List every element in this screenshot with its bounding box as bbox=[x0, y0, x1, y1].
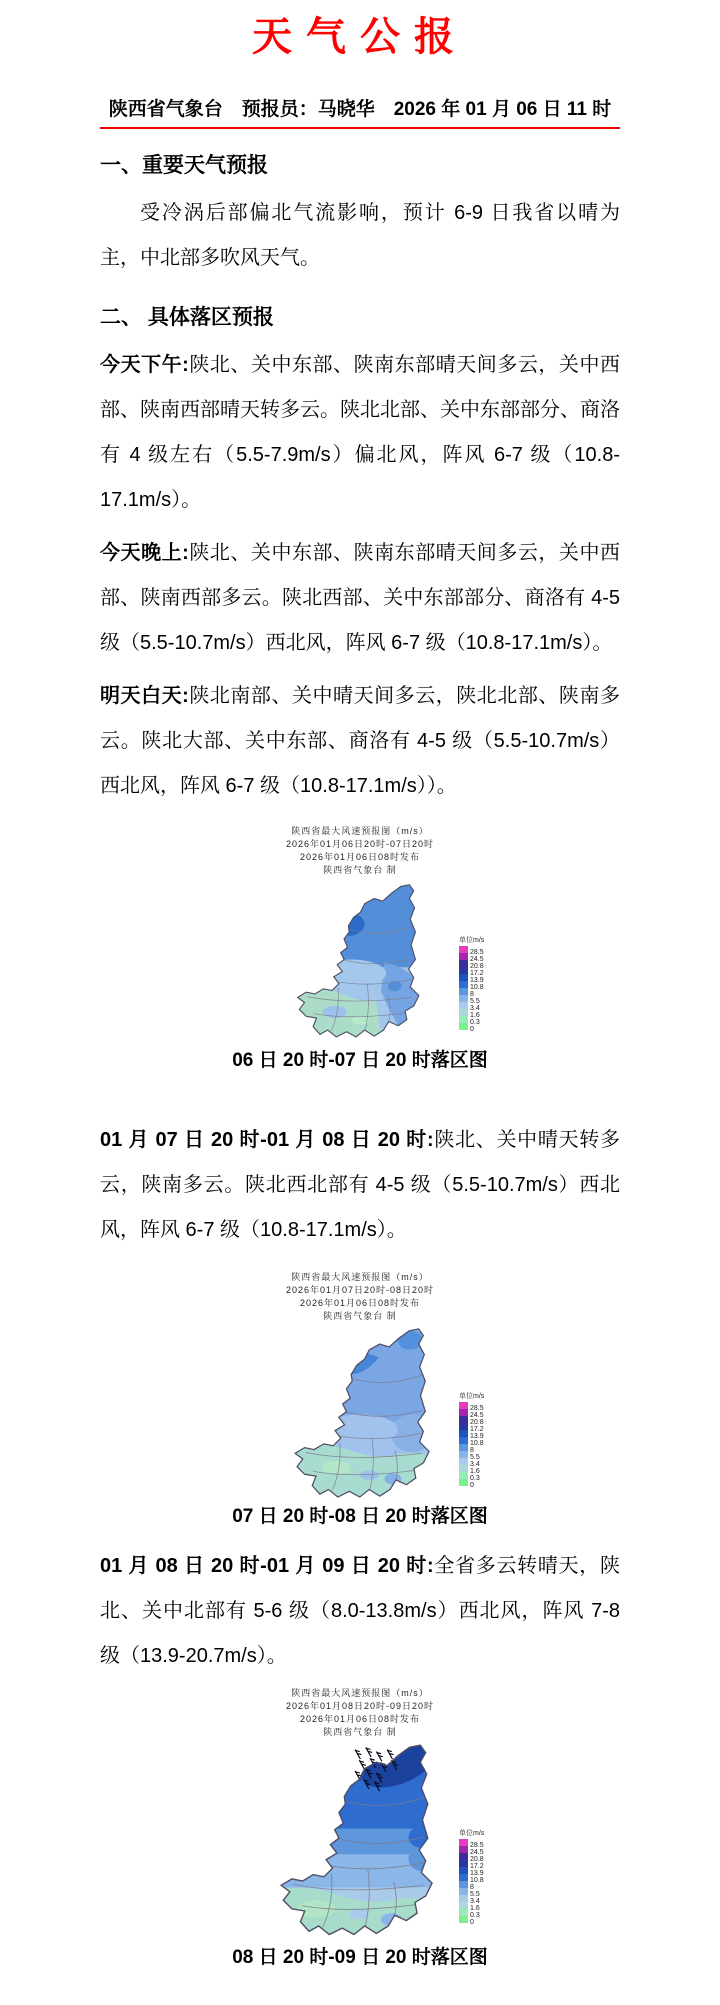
map-caption: 08 日 20 时-09 日 20 时落区图 bbox=[232, 1947, 488, 1968]
map-valid-period: 2026年01月08日20时-09日20时 bbox=[285, 1701, 435, 1711]
legend-title: 单位m/s bbox=[459, 1393, 485, 1400]
legend-label: 28.5 bbox=[470, 1842, 484, 1849]
legend-color-swatch bbox=[459, 1002, 468, 1009]
paragraph-lead: 今天晚上: bbox=[100, 542, 189, 564]
legend-row bbox=[459, 1465, 501, 1475]
legend-label: 13.9 bbox=[470, 1870, 484, 1877]
map-title-block bbox=[100, 1687, 620, 1739]
page-title: 天气公报 bbox=[252, 15, 468, 59]
legend-label: 20.8 bbox=[470, 963, 484, 970]
legend-color-swatch bbox=[459, 1444, 468, 1451]
map-producer: 陕西省气象台 制 bbox=[323, 865, 397, 875]
paragraph-text: 陕北、关中东部、陕南东部晴天间多云，关中西部、陕南西部晴天转多云。陕北北部、关中东部部分、商洛有 4 级左右（5.5-7.9m/s）偏北风，阵风 6-7 级（10.8-17.1m/s）。 bbox=[100, 354, 620, 511]
important-forecast-text: 受冷涡后部偏北气流影响，预计 6-9 日我省以晴为主，中北部多吹风天气。 bbox=[100, 202, 620, 269]
legend-label: 0.3 bbox=[470, 1019, 480, 1026]
map-canvas bbox=[195, 1325, 525, 1500]
legend-color-swatch bbox=[459, 1839, 468, 1846]
legend-label: 1.6 bbox=[470, 1012, 480, 1019]
legend-color-swatch bbox=[459, 1458, 468, 1465]
legend-row bbox=[459, 1479, 501, 1489]
legend-label: 8 bbox=[470, 1884, 474, 1891]
map-canvas bbox=[195, 879, 525, 1044]
map-caption: 06 日 20 时-07 日 20 时落区图 bbox=[232, 1050, 488, 1071]
legend-label: 0 bbox=[470, 1482, 474, 1489]
map-title: 陕西省最大风速预报图（m/s） bbox=[291, 1688, 429, 1698]
legend-row bbox=[459, 946, 501, 956]
legend-row bbox=[459, 1909, 501, 1919]
legend-label: 20.8 bbox=[470, 1856, 484, 1863]
wind-speed-legend bbox=[459, 936, 501, 1033]
legend-label: 20.8 bbox=[470, 1419, 484, 1426]
legend-label: 1.6 bbox=[470, 1905, 480, 1912]
legend-color-swatch bbox=[459, 981, 468, 988]
legend-label: 28.5 bbox=[470, 1405, 484, 1412]
legend-color-swatch bbox=[459, 1416, 468, 1423]
legend-label: 0 bbox=[470, 1919, 474, 1926]
legend-label: 24.5 bbox=[470, 956, 484, 963]
paragraph-text: 陕北、关中晴天转多云，陕南多云。陕北西北部有 4-5 级（5.5-10.7m/s）西北风，阵风 6-7 级（10.8-17.1m/s）。 bbox=[100, 1129, 621, 1241]
legend-label: 17.2 bbox=[470, 1426, 484, 1433]
paragraph-text: 陕北南部、关中晴天间多云，陕北北部、陕南多云。陕北大部、关中东部、商洛有 4-5 级（5.5-10.7m/s）西北风，阵风 6-7 级（10.8-17.1m/s））。 bbox=[100, 685, 620, 797]
map-valid-period: 2026年01月06日20时-07日20时 bbox=[285, 839, 435, 849]
legend-color-swatch bbox=[459, 1451, 468, 1458]
legend-label: 0.3 bbox=[470, 1475, 480, 1482]
legend-color-swatch bbox=[459, 960, 468, 967]
forecast-paragraph-day3 bbox=[100, 1118, 620, 1253]
legend-label: 8 bbox=[470, 1447, 474, 1454]
legend-color-swatch bbox=[459, 967, 468, 974]
legend-color-swatch bbox=[459, 988, 468, 995]
legend-color-swatch bbox=[459, 1472, 468, 1479]
legend-label: 17.2 bbox=[470, 970, 484, 977]
map-title-block bbox=[100, 1271, 620, 1323]
legend-row bbox=[459, 1016, 501, 1026]
legend-label: 5.5 bbox=[470, 998, 480, 1005]
legend-color-swatch bbox=[459, 995, 468, 1002]
legend-row bbox=[459, 1002, 501, 1012]
legend-color-swatch bbox=[459, 1909, 468, 1916]
map-valid-period: 2026年01月07日20时-08日20时 bbox=[285, 1285, 435, 1295]
legend-color-swatch bbox=[459, 1916, 468, 1923]
legend-row bbox=[459, 1472, 501, 1482]
forecast-paragraph-tonight bbox=[100, 531, 620, 666]
wind-speed-legend bbox=[459, 1392, 501, 1489]
legend-title: 单位m/s bbox=[459, 937, 485, 944]
legend-label: 0.3 bbox=[470, 1912, 480, 1919]
map-producer: 陕西省气象台 制 bbox=[323, 1727, 397, 1737]
map-issue-time: 2026年01月06日08时发布 bbox=[299, 1298, 421, 1308]
legend-color-swatch bbox=[459, 1465, 468, 1472]
legend-color-swatch bbox=[459, 1895, 468, 1902]
legend-color-swatch bbox=[459, 946, 468, 953]
legend-color-swatch bbox=[459, 1874, 468, 1881]
legend-label: 0 bbox=[470, 1026, 474, 1033]
map-issue-time: 2026年01月06日08时发布 bbox=[299, 1714, 421, 1724]
legend-color-swatch bbox=[459, 1430, 468, 1437]
legend-label: 17.2 bbox=[470, 1863, 484, 1870]
legend-color-swatch bbox=[459, 1888, 468, 1895]
section-important-heading: 一、重要天气预报 bbox=[100, 154, 268, 177]
paragraph-lead: 01 月 07 日 20 时-01 月 08 日 20 时: bbox=[100, 1129, 434, 1151]
legend-label: 24.5 bbox=[470, 1412, 484, 1419]
paragraph-lead: 今天下午: bbox=[100, 354, 189, 376]
legend-color-swatch bbox=[459, 1860, 468, 1867]
legend-label: 8 bbox=[470, 991, 474, 998]
map-caption: 07 日 20 时-08 日 20 时落区图 bbox=[232, 1506, 488, 1527]
forecast-paragraph-today-afternoon bbox=[100, 343, 620, 523]
legend-label: 5.5 bbox=[470, 1454, 480, 1461]
paragraph-lead: 明天白天: bbox=[100, 685, 189, 707]
paragraph-text: 陕北、关中东部、陕南东部晴天间多云，关中西部、陕南西部多云。陕北西部、关中东部部分、商洛有 4-5 级（5.5-10.7m/s）西北风，阵风 6-7 级（10.8-17.1m/s）。 bbox=[100, 542, 620, 654]
map-title: 陕西省最大风速预报图（m/s） bbox=[291, 826, 429, 836]
legend-row bbox=[459, 1023, 501, 1033]
legend-row bbox=[459, 1009, 501, 1019]
legend-label: 13.9 bbox=[470, 1433, 484, 1440]
legend-color-swatch bbox=[459, 1846, 468, 1853]
section-area-heading: 二、 具体落区预报 bbox=[100, 306, 274, 329]
legend-label: 3.4 bbox=[470, 1461, 480, 1468]
forecast-paragraph-tomorrow bbox=[100, 674, 620, 809]
map-title: 陕西省最大风速预报图（m/s） bbox=[291, 1272, 429, 1282]
legend-label: 3.4 bbox=[470, 1005, 480, 1012]
wind-map-figure-2 bbox=[100, 1271, 620, 1530]
legend-row bbox=[459, 1895, 501, 1905]
legend-color-swatch bbox=[459, 1409, 468, 1416]
legend-label: 13.9 bbox=[470, 977, 484, 984]
map-title-block bbox=[100, 825, 620, 877]
legend-label: 5.5 bbox=[470, 1891, 480, 1898]
wind-speed-legend bbox=[459, 1829, 501, 1926]
legend-label: 10.8 bbox=[470, 1877, 484, 1884]
legend-color-swatch bbox=[459, 1023, 468, 1030]
legend-row bbox=[459, 1916, 501, 1926]
legend-row bbox=[459, 1839, 501, 1849]
paragraph-text: 全省多云转晴天，陕北、关中北部有 5-6 级（8.0-13.8m/s）西北风，阵风 7-8 级（13.9-20.7m/s）。 bbox=[100, 1555, 621, 1667]
meta-line: 陕西省气象台 预报员：马晓华 2026 年 01 月 06 日 11 时 bbox=[100, 94, 620, 129]
legend-color-swatch bbox=[459, 1402, 468, 1409]
legend-row bbox=[459, 1902, 501, 1912]
legend-color-swatch bbox=[459, 1881, 468, 1888]
legend-label: 24.5 bbox=[470, 1849, 484, 1856]
legend-color-swatch bbox=[459, 1423, 468, 1430]
legend-row bbox=[459, 1888, 501, 1898]
legend-color-swatch bbox=[459, 1853, 468, 1860]
legend-label: 28.5 bbox=[470, 949, 484, 956]
wind-map-figure-3 bbox=[100, 1687, 620, 1971]
legend-title: 单位m/s bbox=[459, 1830, 485, 1837]
legend-row bbox=[459, 1458, 501, 1468]
wind-map-figure-1 bbox=[100, 825, 620, 1074]
legend-row bbox=[459, 1451, 501, 1461]
legend-label: 3.4 bbox=[470, 1898, 480, 1905]
legend-label: 1.6 bbox=[470, 1468, 480, 1475]
legend-color-swatch bbox=[459, 1902, 468, 1909]
map-canvas bbox=[195, 1741, 525, 1941]
legend-color-swatch bbox=[459, 1867, 468, 1874]
legend-color-swatch bbox=[459, 1009, 468, 1016]
map-producer: 陕西省气象台 制 bbox=[323, 1311, 397, 1321]
map-issue-time: 2026年01月06日08时发布 bbox=[299, 852, 421, 862]
legend-label: 10.8 bbox=[470, 1440, 484, 1447]
legend-row bbox=[459, 1402, 501, 1412]
paragraph-lead: 01 月 08 日 20 时-01 月 09 日 20 时: bbox=[100, 1555, 434, 1577]
forecast-paragraph-day4 bbox=[100, 1544, 620, 1679]
legend-label: 10.8 bbox=[470, 984, 484, 991]
legend-row bbox=[459, 995, 501, 1005]
legend-color-swatch bbox=[459, 1016, 468, 1023]
legend-color-swatch bbox=[459, 1437, 468, 1444]
legend-color-swatch bbox=[459, 974, 468, 981]
legend-color-swatch bbox=[459, 953, 468, 960]
legend-color-swatch bbox=[459, 1479, 468, 1486]
